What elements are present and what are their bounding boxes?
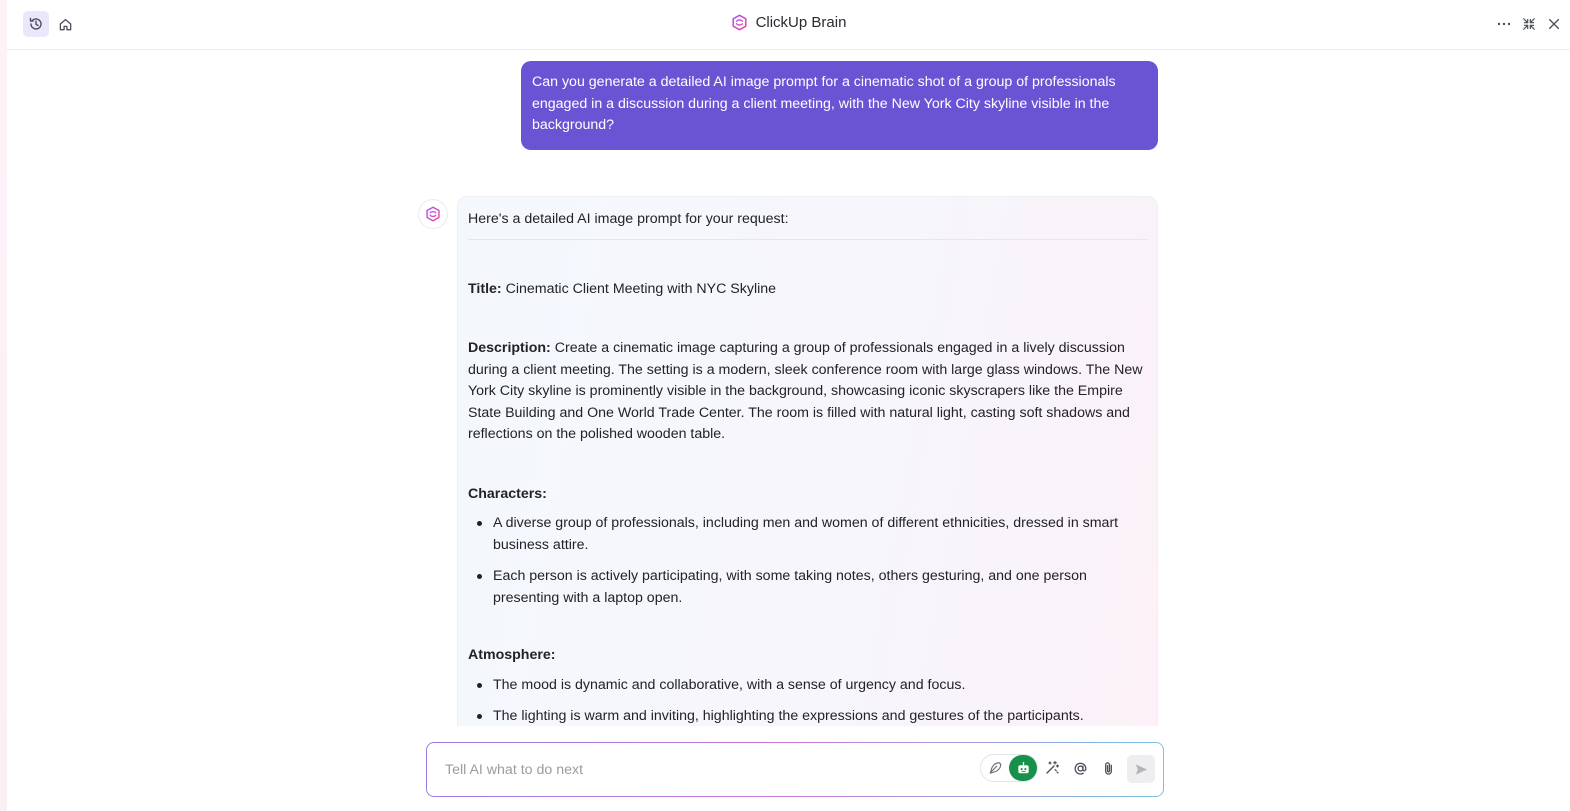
ai-avatar [418, 199, 448, 229]
mention-button[interactable] [1069, 757, 1091, 779]
list-item: The mood is dynamic and collaborative, with a sense of urgency and focus. [468, 675, 1147, 697]
ai-tools-button[interactable] [1041, 757, 1063, 779]
ai-intro-text: Here's a detailed AI image prompt for your request: [468, 209, 1147, 240]
top-bar [7, 0, 1570, 50]
close-button[interactable] [1541, 11, 1567, 37]
collapse-button[interactable] [1516, 11, 1542, 37]
chat-thread [7, 51, 1570, 726]
robot-icon [1016, 761, 1031, 776]
composer-inner [427, 743, 1163, 796]
send-button[interactable] [1127, 755, 1155, 783]
write-mode-button[interactable] [981, 755, 1009, 781]
collapse-icon [1522, 17, 1536, 31]
prompt-title [468, 279, 1147, 301]
more-options-button[interactable] [1491, 11, 1517, 37]
characters-heading: Characters: [468, 485, 547, 502]
list-item: The lighting is warm and inviting, highlighting the expressions and gestures of the participants. [468, 706, 1147, 726]
description-value: Create a cinematic image capturing a group of professionals engaged in a lively discussion during a client meeting. The setting is a modern, sleek conference room with large glass windows. The New York City skyline is prominently visible in the background, showcasing iconic skyscrapers like the Empire State Building and One World Trade Center. The room is filled with natural light, casting soft shadows and reflections on the polished wooden table. [468, 340, 1143, 442]
clickup-brain-avatar-icon [425, 206, 441, 222]
composer [426, 742, 1164, 797]
window-title [7, 14, 1570, 31]
list-item: Each person is actively participating, with some taking notes, others gesturing, and one person presenting with a laptop open. [468, 566, 1147, 609]
agent-mode-button[interactable] [1009, 755, 1037, 781]
clickup-brain-logo-icon [731, 14, 748, 31]
atmosphere-heading: Atmosphere: [468, 647, 556, 663]
close-icon [1547, 17, 1561, 31]
ai-response [457, 196, 1158, 726]
send-icon [1134, 762, 1149, 777]
sparkle-wand-icon [1044, 760, 1060, 776]
list-item: A diverse group of professionals, including men and women of different ethnicities, dressed in smart business attire. [468, 513, 1147, 556]
prompt-input[interactable] [445, 759, 965, 781]
feather-pen-icon [988, 761, 1002, 775]
attach-button[interactable] [1097, 757, 1119, 779]
at-sign-icon [1073, 761, 1088, 776]
more-horizontal-icon [1496, 16, 1512, 32]
left-edge-strip [0, 0, 7, 811]
characters-list [468, 513, 1147, 609]
user-message: Can you generate a detailed AI image prompt for a cinematic shot of a group of professionals engaged in a discussion during a client meeting, with the New York City skyline visible in the background? [521, 61, 1158, 150]
paperclip-icon [1101, 761, 1116, 776]
atmosphere-list [468, 675, 1147, 727]
title-label: Title: [468, 280, 502, 297]
page-title: ClickUp Brain [755, 14, 847, 31]
description-label: Description: [468, 340, 551, 356]
title-value: Cinematic Client Meeting with NYC Skyline [501, 280, 777, 297]
prompt-description [468, 338, 1147, 446]
mode-toggle[interactable] [980, 754, 1038, 782]
